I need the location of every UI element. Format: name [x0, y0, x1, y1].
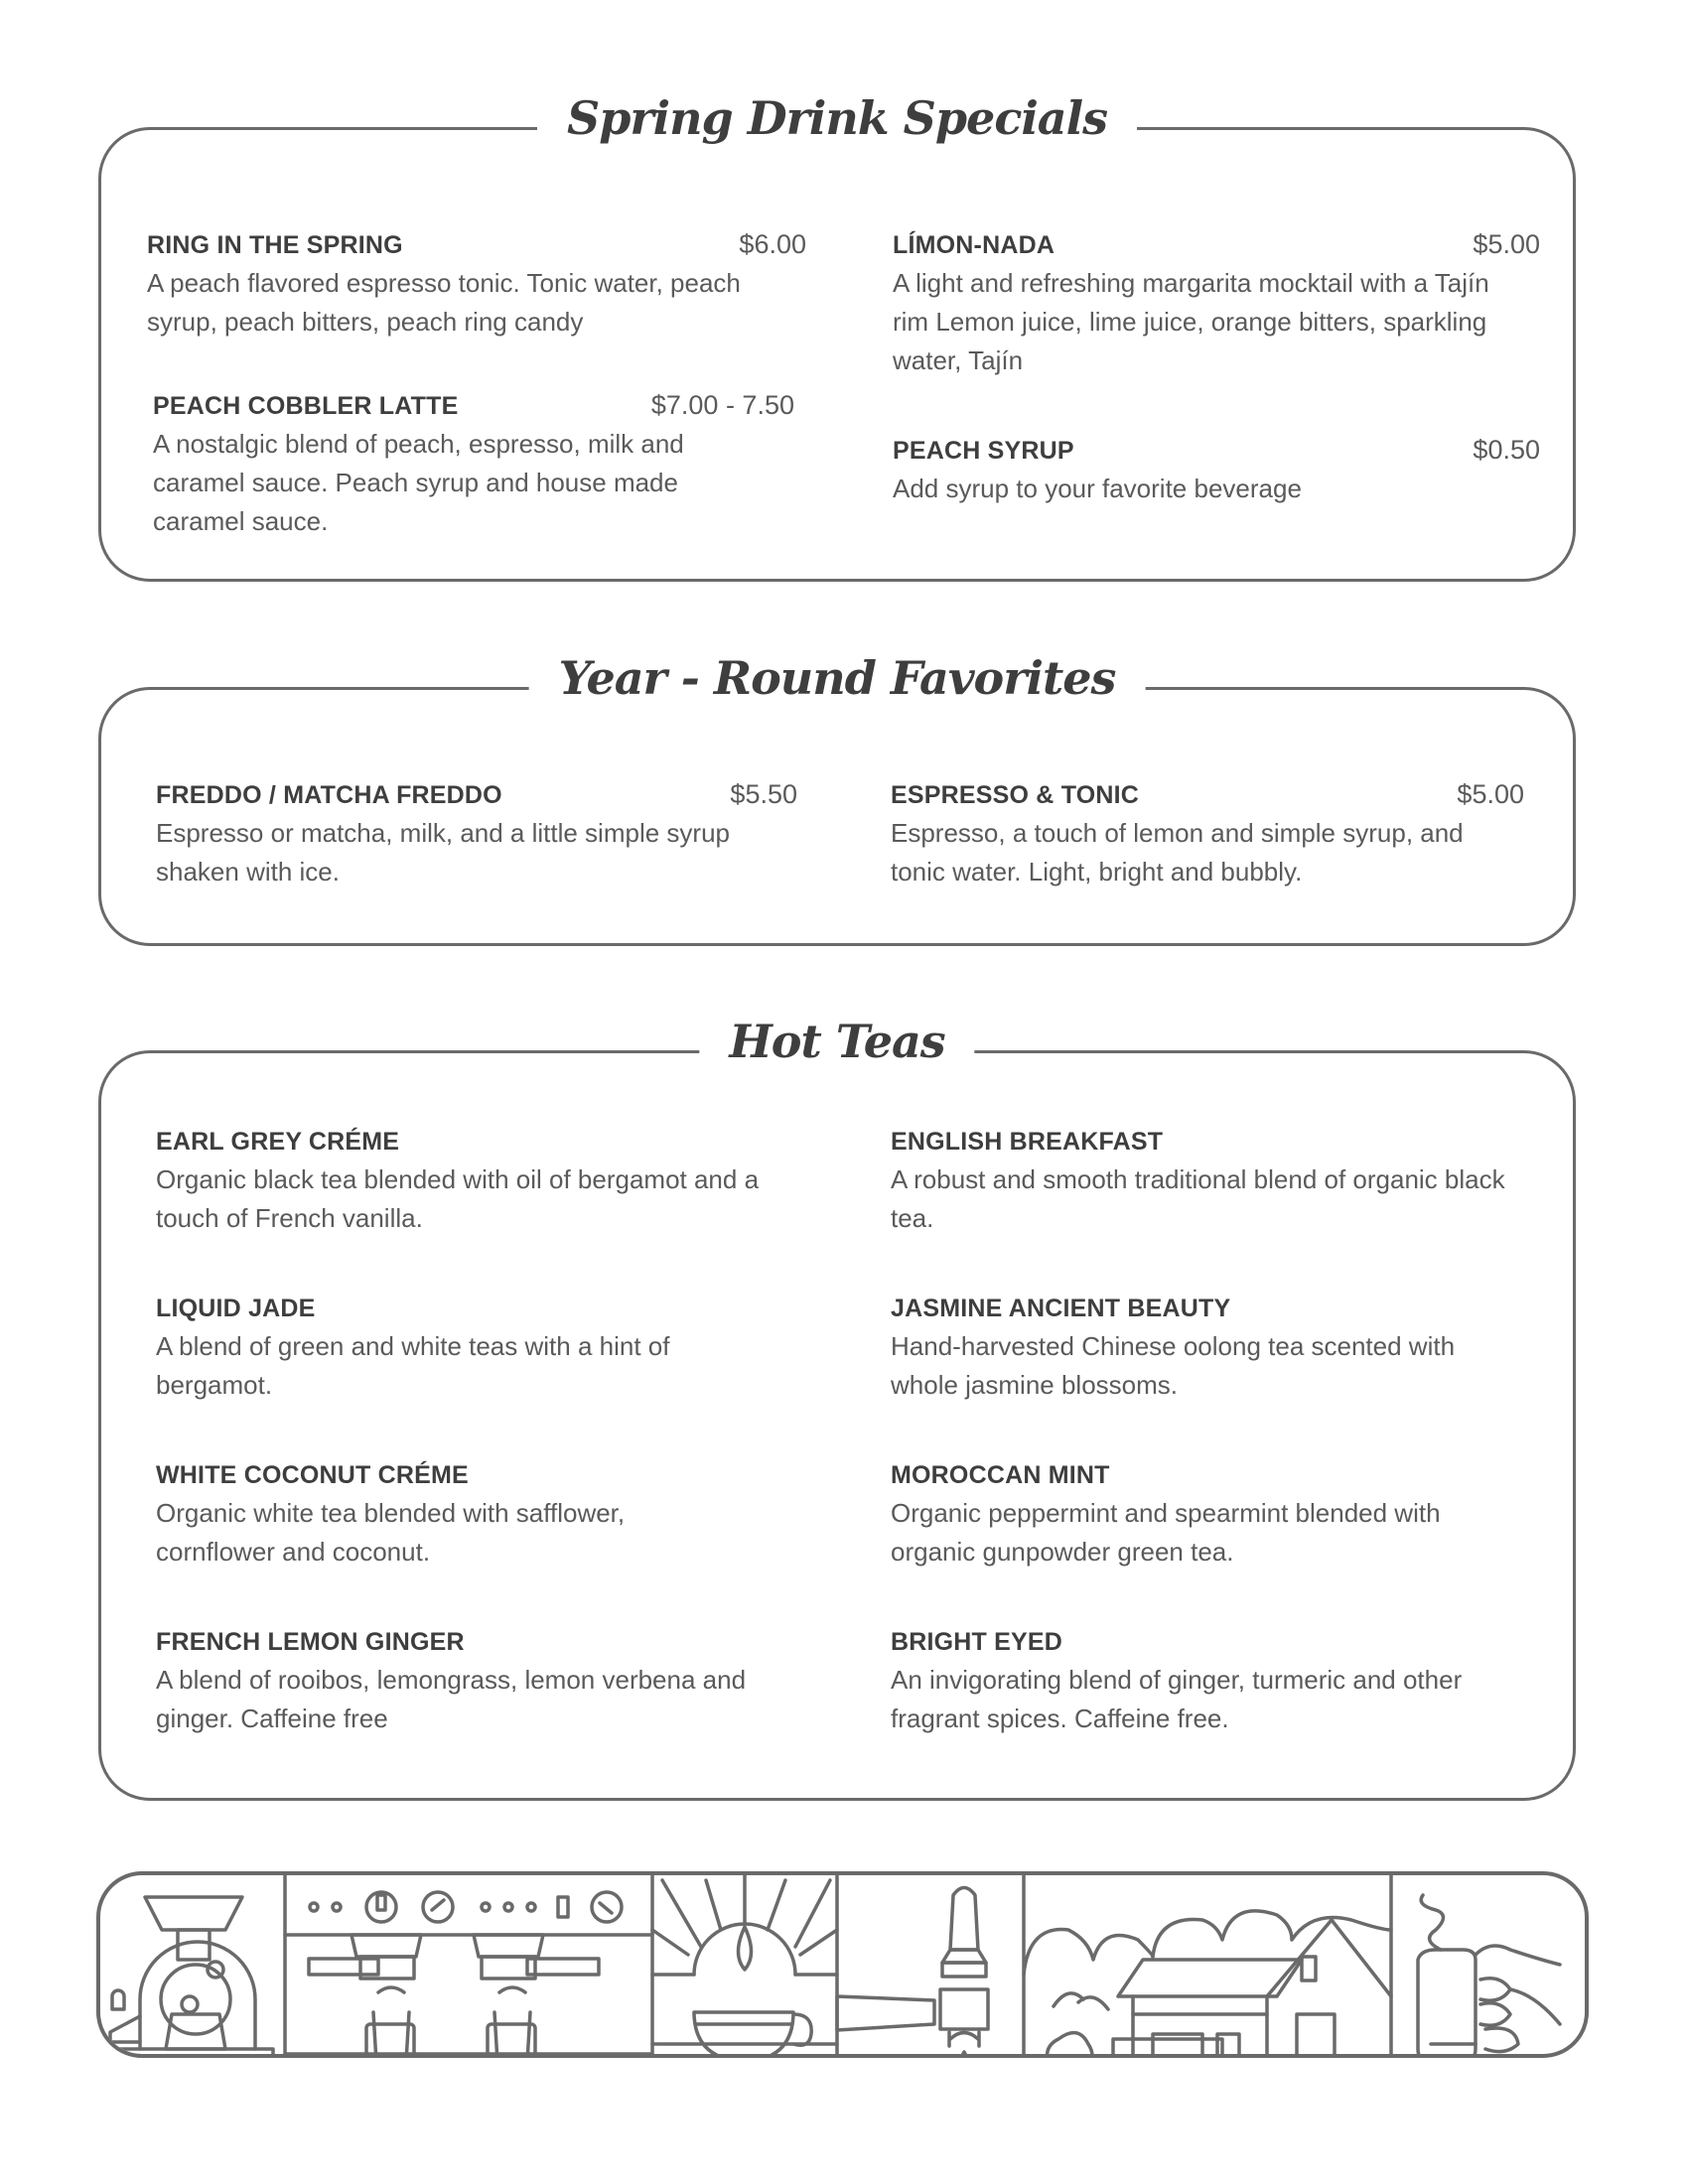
item-name: MOROCCAN MINT — [891, 1461, 1110, 1489]
item-price: $6.00 — [739, 229, 806, 259]
menu-item — [893, 435, 1540, 508]
section-spring-drink-specials — [98, 91, 1576, 582]
item-name: FRENCH LEMON GINGER — [156, 1628, 465, 1656]
item-description: A nostalgic blend of peach, espresso, milk and caramel sauce. Peach syrup and house made caramel sauce. — [153, 429, 684, 536]
espresso-machine-icon — [285, 1892, 652, 2058]
menu-item — [156, 1128, 791, 1238]
item-description: A blend of rooibos, lemongrass, lemon verbena and ginger. Caffeine free — [156, 1665, 747, 1733]
item-description: An invigorating blend of ginger, turmeric and other fragrant spices. Caffeine free. — [891, 1665, 1463, 1733]
item-name: WHITE COCONUT CRÉME — [156, 1461, 469, 1489]
menu-item — [156, 1461, 791, 1571]
item-name: JASMINE ANCIENT BEAUTY — [891, 1295, 1231, 1322]
farmhouse-icon — [1024, 1911, 1391, 2058]
item-price: $5.00 — [1473, 229, 1540, 259]
item-description: Organic peppermint and spearmint blended with organic gunpowder green tea. — [891, 1498, 1441, 1567]
menu-item — [891, 1461, 1526, 1571]
item-description: Organic black tea blended with oil of bergamot and a touch of French vanilla. — [156, 1164, 760, 1233]
item-description: A light and refreshing margarita mocktail with a Tajín rim Lemon juice, lime juice, orange bitters, sparkling water, Tajín — [893, 268, 1489, 375]
item-name: ESPRESSO & TONIC — [891, 781, 1140, 809]
item-description: Espresso or matcha, milk, and a little simple syrup shaken with ice. — [156, 818, 730, 887]
menu-item — [891, 779, 1524, 891]
coffee-roaster-icon — [110, 1897, 273, 2058]
item-description: A robust and smooth traditional blend of organic black tea. — [891, 1164, 1505, 1233]
menu-item — [893, 229, 1540, 380]
section-hot-teas — [98, 1015, 1576, 1801]
item-description: Add syrup to your favorite beverage — [893, 474, 1302, 503]
item-name: PEACH SYRUP — [893, 437, 1074, 465]
menu-item — [156, 1295, 791, 1405]
item-name: EARL GREY CRÉME — [156, 1128, 400, 1156]
item-description: Hand-harvested Chinese oolong tea scented with whole jasmine blossoms. — [891, 1331, 1456, 1400]
item-description: A peach flavored espresso tonic. Tonic water, peach syrup, peach bitters, peach ring candy — [147, 268, 741, 337]
menu-item — [156, 1628, 791, 1738]
item-description: Espresso, a touch of lemon and simple syrup, and tonic water. Light, bright and bubbly. — [891, 818, 1464, 887]
hand-holding-cup-icon — [1418, 1895, 1560, 2058]
item-name: ENGLISH BREAKFAST — [891, 1128, 1164, 1156]
item-price: $7.00 - 7.50 — [650, 390, 794, 420]
section-year-round-favorites — [98, 651, 1576, 946]
item-price: $0.50 — [1473, 435, 1540, 465]
section-title: Year - Round Favorites — [529, 646, 1146, 710]
item-price: $5.00 — [1457, 779, 1524, 809]
tamper-portafilter-icon — [837, 1888, 988, 2059]
menu-item — [147, 229, 806, 341]
sunrise-coffee-cup-icon — [652, 1875, 837, 2058]
item-name: FREDDO / MATCHA FREDDO — [156, 781, 502, 809]
menu-item — [891, 1128, 1526, 1238]
item-name: BRIGHT EYED — [891, 1628, 1063, 1656]
item-name: LÍMON-NADA — [893, 231, 1055, 259]
section-title: Spring Drink Specials — [537, 86, 1137, 150]
menu-item — [156, 779, 797, 891]
item-name: PEACH COBBLER LATTE — [153, 392, 459, 420]
menu-item — [891, 1295, 1526, 1405]
footer-illustration — [96, 1871, 1589, 2058]
item-description: Organic white tea blended with safflower, cornflower and coconut. — [156, 1498, 626, 1567]
item-price: $5.50 — [730, 779, 797, 809]
menu-item — [891, 1628, 1536, 1738]
menu-item — [153, 390, 794, 541]
item-description: A blend of green and white teas with a hint of bergamot. — [156, 1331, 670, 1400]
item-name: RING IN THE SPRING — [147, 231, 403, 259]
item-name: LIQUID JADE — [156, 1295, 316, 1322]
section-title: Hot Teas — [699, 1010, 974, 1073]
